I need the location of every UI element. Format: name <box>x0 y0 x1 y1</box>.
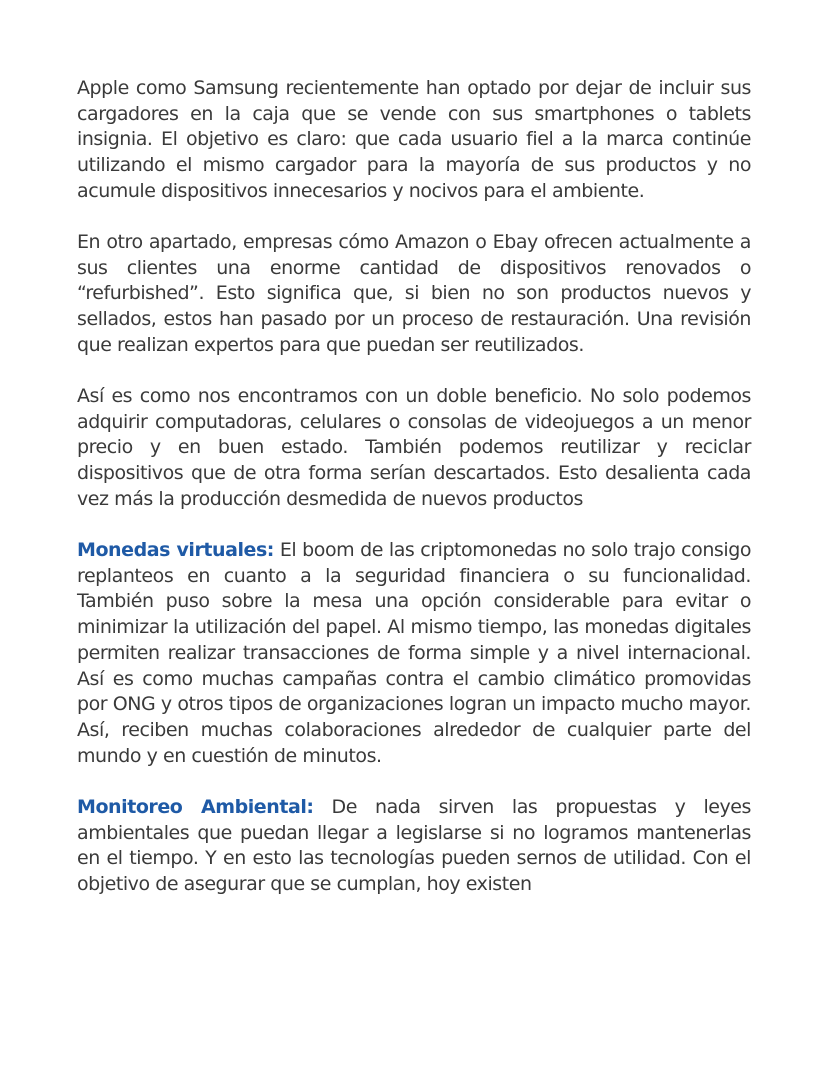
paragraph-text: De nada sirven las propuestas y leyes ambientales que puedan llegar a legislarse si no logramos mantenerlas en el tiempo. Y en esto las tecnologías pueden sernos de utilidad. Con el objetivo de asegurar que se cumplan, hoy existen <box>77 795 751 895</box>
document-body <box>77 76 751 923</box>
section-heading-monitoreo-ambiental: Monitoreo Ambiental: <box>77 795 314 818</box>
paragraph-text: El boom de las criptomonedas no solo trajo consigo replanteos en cuanto a la seguridad financiera o su funcionalidad. También puso sobre la mesa una opción considerable para evitar o minimizar la utilización del papel. Al mismo tiempo, las monedas digitales permiten realizar transacciones de forma simple y a nivel internacional. Así es como muchas campañas contra el cambio climático promovidas por ONG y otros tipos de organizaciones logran un impacto mucho mayor. Así, reciben muchas colaboraciones alrededor de cualquier parte del mundo y en cuestión de minutos. <box>77 539 751 767</box>
paragraph-text: Apple como Samsung recientemente han optado por dejar de incluir sus cargadores en la caja que se vende con sus smartphones o tablets insignia. El objetivo es claro: que cada usuario fiel a la marca continúe utilizando el mismo cargador para la mayoría de sus productos y no acumule dispositivos innecesarios y nocivos para el ambiente. <box>77 77 751 202</box>
paragraph-refurbished <box>77 230 751 359</box>
section-heading-monedas-virtuales: Monedas virtuales: <box>77 539 274 562</box>
paragraph-monitoreo-ambiental <box>77 795 751 898</box>
paragraph-doble-beneficio <box>77 384 751 513</box>
paragraph-text: Así es como nos encontramos con un doble beneficio. No solo podemos adquirir computadoras, celulares o consolas de videojuegos a un menor precio y en buen estado. También podemos reutilizar y reciclar dispositivos que de otra forma serían descartados. Esto desalienta cada vez más la producción desmedida de nuevos productos <box>77 385 751 510</box>
paragraph-text: En otro apartado, empresas cómo Amazon o Ebay ofrecen actualmente a sus clientes una enorme cantidad de dispositivos renovados o “refurbished”. Esto significa que, si bien no son productos nuevos y sellados, estos han pasado por un proceso de restauración. Una revisión que realizan expertos para que puedan ser reutilizados. <box>77 231 751 356</box>
paragraph-cargadores <box>77 76 751 205</box>
paragraph-monedas-virtuales <box>77 538 751 769</box>
